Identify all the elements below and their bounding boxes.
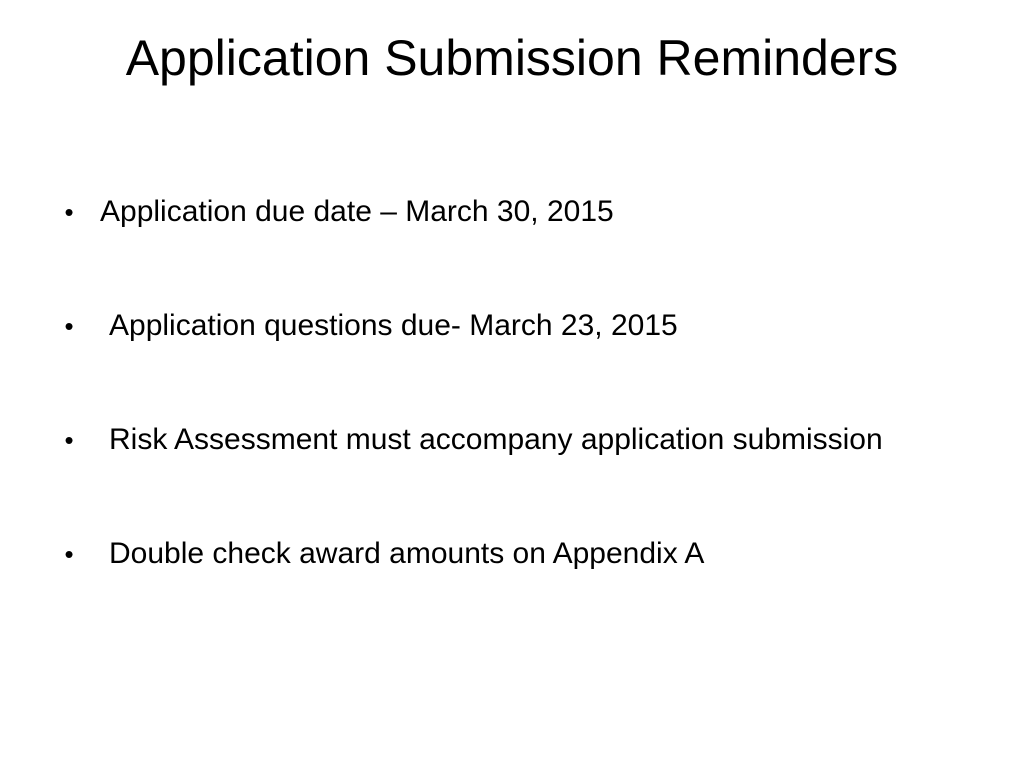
- bullet-icon: •: [64, 311, 74, 341]
- bullet-text: Application questions due- March 23, 2015: [109, 309, 678, 342]
- bullet-item-risk-assessment: [58, 416, 918, 464]
- bullet-text: Application due date – March 30, 2015: [100, 195, 614, 228]
- bullet-text: Double check award amounts on Appendix A: [109, 537, 705, 570]
- bullet-list: [58, 188, 918, 644]
- bullet-item-due-date: [58, 188, 918, 236]
- bullet-icon: •: [64, 197, 74, 227]
- bullet-icon: •: [64, 539, 74, 569]
- bullet-item-award-amounts: [58, 530, 918, 578]
- slide-title: Application Submission Reminders: [125, 30, 899, 86]
- bullet-icon: •: [64, 425, 74, 455]
- bullet-text: Risk Assessment must accompany application submission: [109, 423, 883, 456]
- bullet-item-questions-due: [58, 302, 918, 350]
